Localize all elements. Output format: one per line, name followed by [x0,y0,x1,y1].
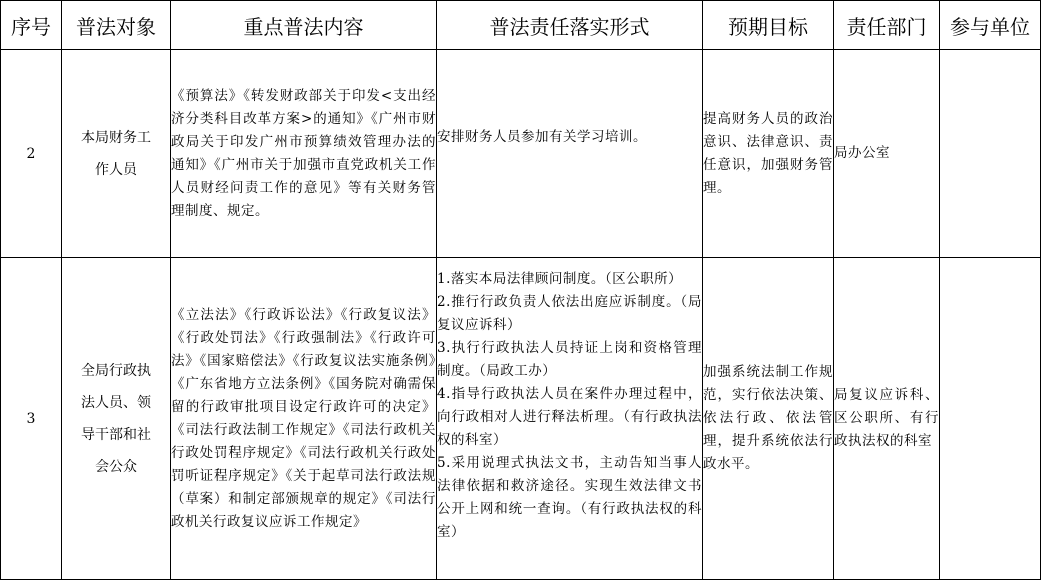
expected-goal: 提高财务人员的政治意识、法律意识、责任意识，加强财务管理。 [703,50,834,258]
participating-units [940,50,1041,258]
row-number: 2 [1,50,62,258]
target-audience-line: 会公众 [95,458,137,475]
implementation-forms [437,258,703,580]
participating-units [940,258,1041,580]
target-audience [62,50,171,258]
table-row [1,258,1041,580]
header-no: 序号 [1,1,62,50]
header-target: 普法对象 [62,1,171,50]
header-units: 参与单位 [940,1,1041,50]
header-row [1,1,1041,50]
responsible-dept: 局复议应诉科、区公职所、有行政执法权的科室 [834,258,940,580]
header-forms: 普法责任落实形式 [437,1,703,50]
form-item: 1.落实本局法律顾问制度。（区公职所） [437,271,683,287]
target-audience-line: 全局行政执 [81,362,151,379]
target-audience-line: 法人员、领 [81,394,151,411]
expected-goal: 加强系统法制工作规范，实行依法决策、依法行政、依法管理，提升系统依法行政水平。 [703,258,834,580]
responsible-dept: 局办公室 [834,50,940,258]
target-audience-line: 作人员 [95,161,137,178]
row-number: 3 [1,258,62,580]
header-goal: 预期目标 [703,1,834,50]
header-content: 重点普法内容 [171,1,437,50]
implementation-forms: 安排财务人员参加有关学习培训。 [437,50,703,258]
key-content: 《预算法》《转发财政部关于印发<支出经济分类科目改革方案>的通知》《广州市财政局关于印发广州市预算绩效管理办法的通知》《广州市关于加强市直党政机关工作人员财经问责工作的意见》等有关财务管理制度、规定。 [171,50,437,258]
table-row [1,50,1041,258]
form-item: 4.指导行政执法人员在案件办理过程中，向行政相对人进行释法析理。（有行政执法权的科室） [437,386,702,448]
form-item: 5.采用说理式执法文书，主动告知当事人法律依据和救济途径。实现生效法律文书公开上网和统一查询。（有行政执法权的科室） [437,455,702,540]
target-audience [62,258,171,580]
form-item: 3.执行行政执法人员持证上岗和资格管理制度。（局政工办） [437,340,702,379]
header-dept: 责任部门 [834,1,940,50]
key-content: 《立法法》《行政诉讼法》《行政复议法》《行政处罚法》《行政强制法》《行政许可法》《国家赔偿法》《行政复议法实施条例》《广东省地方立法条例》《国务院对确需保留的行政审批项目设定行政许可的决定》《司法行政法制工作规定》《司法行政机关行政处罚程序规定》《司法行政机关行政处罚听证程序规定》《关于起草司法行政法规（草案）和制定部颁规章的规定》《司法行政机关行政复议应诉工作规定》 [171,258,437,580]
form-item: 2.推行行政负责人依法出庭应诉制度。（局复议应诉科） [437,294,702,333]
target-audience-line: 导干部和社 [81,426,151,443]
target-audience-line: 本局财务工 [81,129,151,146]
